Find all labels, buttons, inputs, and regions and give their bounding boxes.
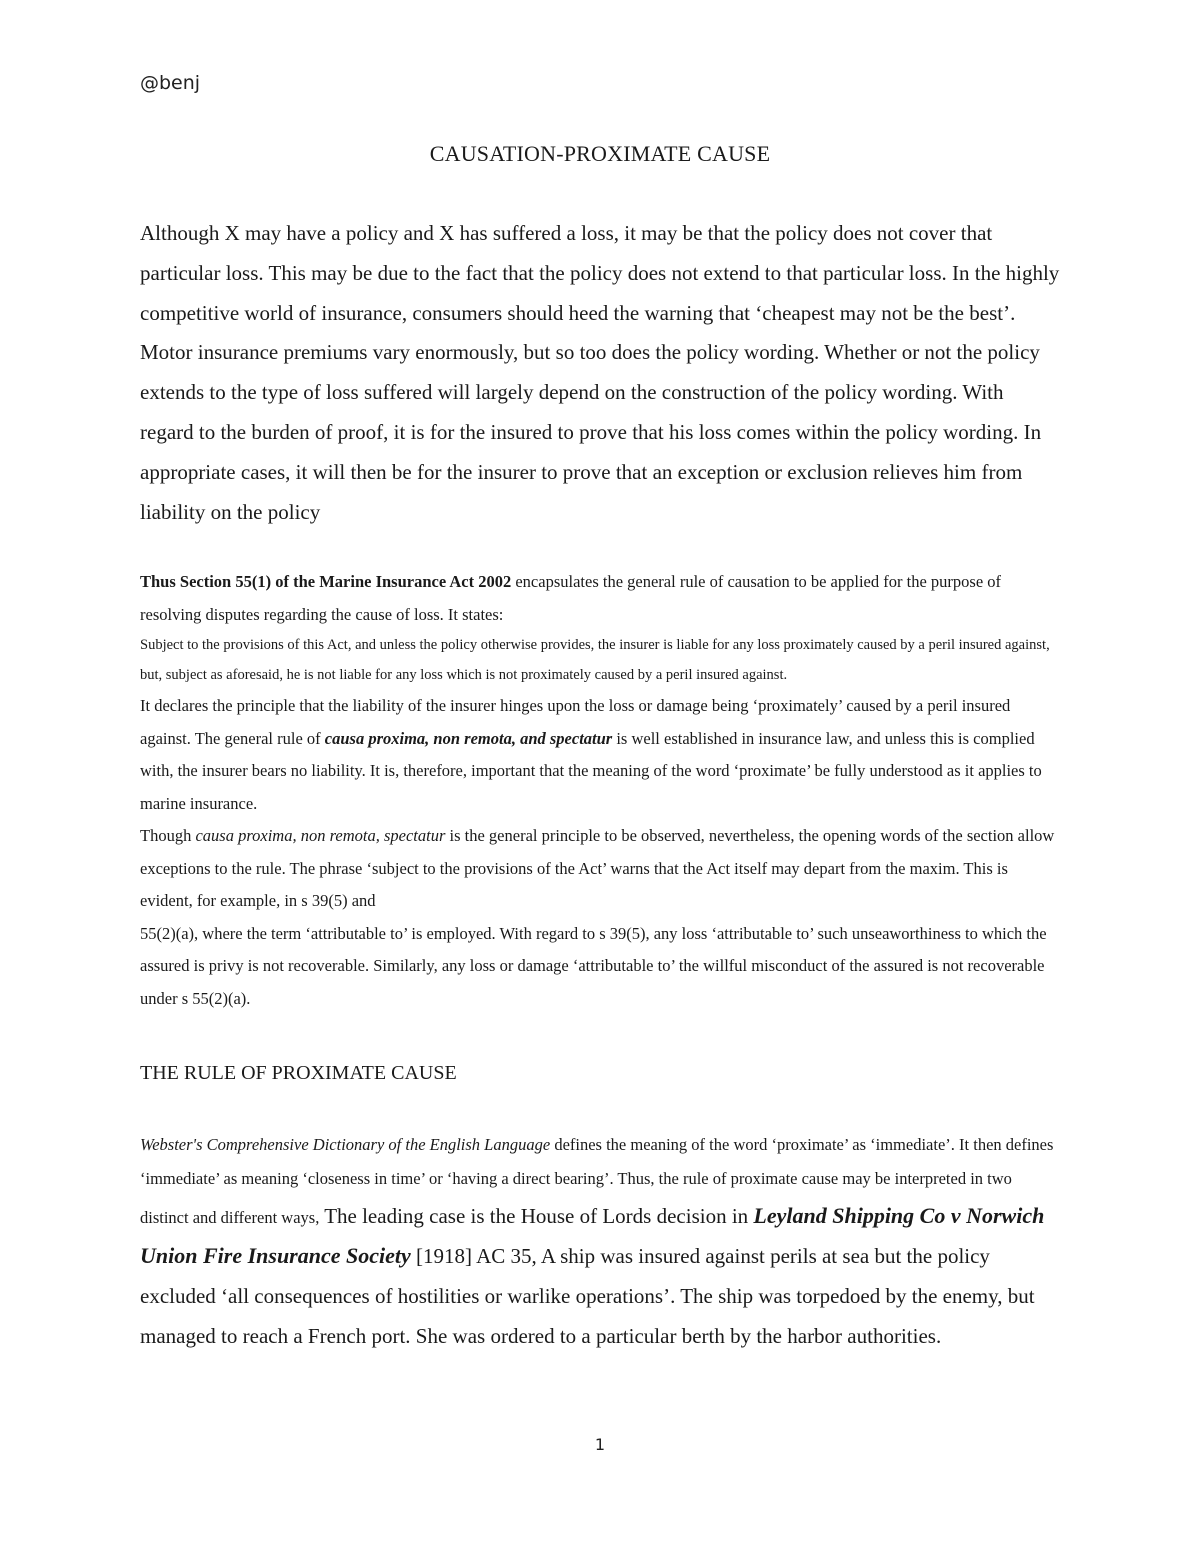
section-55-lead (140, 566, 1060, 631)
section-55-quote: Subject to the provisions of this Act, and unless the policy otherwise provides, the insurer is liable for any loss proximately caused by a peril insured against, but, subject as aforesaid, he is not liable for any loss which is not proximately caused by a peril insured against. (140, 637, 1050, 683)
header-handle: @benj (140, 72, 201, 94)
rule-text-a: defines the meaning of the word ‘proximate’ as ‘immediate’. It then defines ‘immediate’ as meaning ‘closeness in time’ or ‘having a direct bearing’. Thus, the rule of proximate cause may be interpreted in two distinct and different ways, (140, 1135, 1054, 1227)
rule-text-c: A ship was insured against perils at sea but the policy excluded ‘all consequences of hostilities or warlike operations’. The ship was torpedoed by the enemy, but managed to reach a French port. She was ordered to a particular berth by the harbor authorities. (140, 1244, 1035, 1348)
para3-maxim: causa proxima, non remota, spectatur (195, 826, 446, 845)
para2-text-a: It declares the principle that the liability of the insurer hinges upon the loss or damage being ‘proximately’ caused by a peril insured against. The general rule of (140, 696, 1011, 748)
para3-text-a: Though (140, 826, 196, 845)
section-55-para2 (140, 690, 1060, 820)
page-number: 1 (594, 1435, 606, 1454)
para2-maxim: causa proxima, non remota, and spectatur (324, 728, 613, 748)
section-heading: THE RULE OF PROXIMATE CAUSE (140, 1062, 457, 1084)
section-55-para4: 55(2)(a), where the term ‘attributable to’ is employed. With regard to s 39(5), any loss ‘attributable to’ such unseaworthiness to which the assured is privy is not recoverable. Similarly, any loss or damage ‘attributable to’ the willful misconduct of the assured is not recoverable under s 55(2)(a). (140, 923, 1047, 1008)
section-55-para3 (140, 820, 1060, 918)
intro-paragraph (140, 214, 1060, 532)
section-55-block (140, 566, 1060, 1015)
section-55-lead-bold: Thus Section 55(1) of the Marine Insurance Act 2002 (140, 572, 512, 591)
para3-text-b: is the general principle to be observed, nevertheless, the opening words of the section allow exceptions to the rule. The phrase ‘subject to the provisions of the Act’ warns that the Act itself may depart from the maxim. This is evident, for example, in s 39(5) and (140, 826, 1055, 910)
rule-paragraph (140, 1128, 1060, 1356)
case-name: Leyland Shipping Co v Norwich Union Fire Insurance Society (140, 1203, 1045, 1268)
rule-text (140, 1128, 1060, 1356)
page-title: CAUSATION-PROXIMATE CAUSE (429, 141, 771, 166)
section-55-lead-rest: encapsulates the general rule of causation to be applied for the purpose of resolving disputes regarding the cause of loss. It states: (140, 572, 1002, 624)
case-citation: [1918] AC 35, (410, 1244, 537, 1268)
dictionary-title: Webster's Comprehensive Dictionary of the English Language (140, 1135, 551, 1154)
intro-text: Although X may have a policy and X has suffered a loss, it may be that the policy does not cover that particular loss. This may be due to the fact that the policy does not extend to that particular loss. In the highly competitive world of insurance, consumers should heed the warning that ‘cheapest may not be the best’. Motor insurance premiums vary enormously, but so too does the policy wording. Whether or not the policy extends to the type of loss suffered will largely depend on the construction of the policy wording. With regard to the burden of proof, it is for the insured to prove that his loss comes within the policy wording. In appropriate cases, it will then be for the insurer to prove that an exception or exclusion relieves him from liability on the policy (140, 221, 1060, 524)
rule-text-b: The leading case is the House of Lords decision in (319, 1204, 754, 1228)
para2-text-b: is well established in insurance law, and unless this is complied with, the insurer bears no liability. It is, therefore, important that the meaning of the word ‘proximate’ be fully understood as it applies to marine insurance. (140, 728, 1042, 813)
